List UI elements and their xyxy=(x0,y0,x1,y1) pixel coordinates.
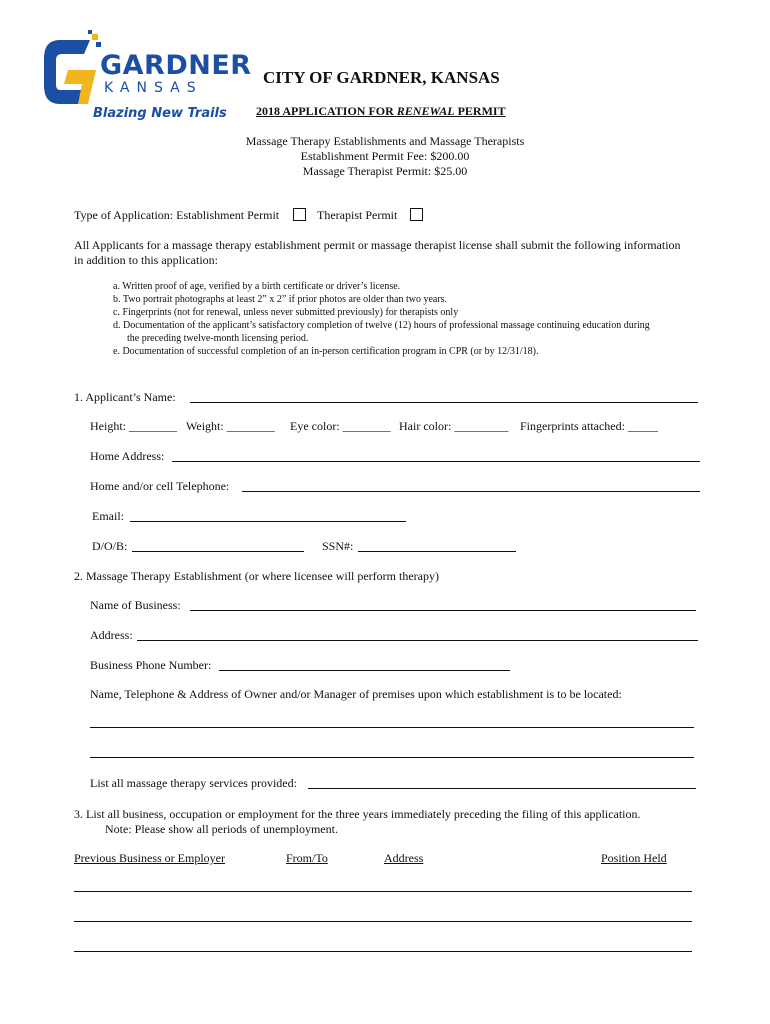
list-item-continuation xyxy=(127,333,308,344)
owner-manager-field-line-1[interactable] xyxy=(90,727,694,728)
services-label: List all massage therapy services provided: xyxy=(90,776,297,790)
establishment-permit-checkbox[interactable] xyxy=(293,208,306,221)
list-marker: d. xyxy=(113,320,121,331)
ssn-label: SSN#: xyxy=(322,539,354,553)
intro-line-1: All Applicants for a massage therapy establishment permit or massage therapist license shall submit the following information xyxy=(74,238,681,252)
email-label: Email: xyxy=(92,509,124,523)
application-type-label: Type of Application: Establishment Permit xyxy=(74,208,280,222)
subtitle-part: 2018 APPLICATION FOR xyxy=(256,104,397,118)
list-item xyxy=(113,320,650,331)
list-item-text: Documentation of successful completion of an in-person certification program in CPR (or by 12/31/18). xyxy=(122,346,539,357)
owner-manager-field-line-2[interactable] xyxy=(90,757,694,758)
list-item xyxy=(113,281,400,292)
subtitle-part: PERMIT xyxy=(454,104,506,118)
column-header-address: Address xyxy=(384,851,424,865)
hair-color-field[interactable]: Hair color: _________ xyxy=(399,419,509,433)
list-item xyxy=(113,307,458,318)
business-address-label: Address: xyxy=(90,628,133,642)
fingerprints-field[interactable]: Fingerprints attached: _____ xyxy=(520,419,658,433)
therapist-permit-checkbox[interactable] xyxy=(410,208,423,221)
list-marker: e. xyxy=(113,346,120,357)
email-field[interactable] xyxy=(130,521,406,522)
dob-field[interactable] xyxy=(132,551,304,552)
column-header-employer: Previous Business or Employer xyxy=(74,851,225,865)
therapist-permit-label: Therapist Permit xyxy=(317,208,398,222)
business-phone-label: Business Phone Number: xyxy=(90,658,212,672)
eye-color-field[interactable]: Eye color: ________ xyxy=(290,419,391,433)
logo-state: KANSAS xyxy=(104,80,203,96)
ssn-field[interactable] xyxy=(358,551,516,552)
list-item-text: the preceding twelve-month licensing period. xyxy=(127,333,309,344)
column-header-from-to: From/To xyxy=(286,851,328,865)
list-item-text: Written proof of age, verified by a birth certificate or driver’s license. xyxy=(122,281,401,292)
list-marker: c. xyxy=(113,307,120,318)
business-phone-field[interactable] xyxy=(219,670,510,671)
establishment-fee: Establishment Permit Fee: $200.00 xyxy=(300,149,470,163)
business-address-field[interactable] xyxy=(137,640,698,641)
unemployment-note: Note: Please show all periods of unemployment. xyxy=(105,822,338,836)
applicant-name-label: 1. Applicant’s Name: xyxy=(74,390,176,404)
home-address-field[interactable] xyxy=(172,461,700,462)
section-3-heading: 3. List all business, occupation or employment for the three years immediately preceding the filing of this application. xyxy=(74,807,641,821)
business-name-label: Name of Business: xyxy=(90,598,181,612)
home-address-label: Home Address: xyxy=(90,449,165,463)
height-field[interactable]: Height: ________ xyxy=(90,419,177,433)
logo-tagline: Blazing New Trails xyxy=(93,106,227,121)
employment-row-line-3[interactable] xyxy=(74,951,692,952)
list-marker: b. xyxy=(113,294,121,305)
list-item-text: Fingerprints (not for renewal, unless never submitted previously) for therapists only xyxy=(122,307,459,318)
list-item xyxy=(113,346,538,357)
services-field[interactable] xyxy=(308,788,696,789)
telephone-field[interactable] xyxy=(242,491,700,492)
employment-row-line-2[interactable] xyxy=(74,921,692,922)
gardner-logo xyxy=(38,28,252,128)
owner-manager-label: Name, Telephone & Address of Owner and/or Manager of premises upon which establishment is to be located: xyxy=(90,687,622,701)
applicant-name-field[interactable] xyxy=(190,402,698,403)
logo-name: GARDNER xyxy=(100,50,252,81)
list-item-text: Two portrait photographs at least 2” x 2” if prior photos are older than two years. xyxy=(122,294,448,305)
telephone-label: Home and/or cell Telephone: xyxy=(90,479,230,493)
page-subtitle xyxy=(256,104,506,119)
employment-row-line-1[interactable] xyxy=(74,891,692,892)
page-title: CITY OF GARDNER, KANSAS xyxy=(263,68,500,87)
column-header-position: Position Held xyxy=(601,851,667,865)
dob-label: D/O/B: xyxy=(92,539,128,553)
list-marker: a. xyxy=(113,281,120,292)
list-item xyxy=(113,294,447,305)
intro-line-2: in addition to this application: xyxy=(74,253,218,267)
subtitle-emphasis: RENEWAL xyxy=(396,104,455,118)
list-item-text: Documentation of the applicant’s satisfactory completion of twelve (12) hours of professional massage continuing education during xyxy=(123,320,650,331)
business-name-field[interactable] xyxy=(190,610,696,611)
section-2-heading: 2. Massage Therapy Establishment (or where licensee will perform therapy) xyxy=(74,569,439,583)
weight-field[interactable]: Weight: ________ xyxy=(186,419,275,433)
permit-description: Massage Therapy Establishments and Massage Therapists xyxy=(245,134,525,148)
therapist-fee: Massage Therapist Permit: $25.00 xyxy=(302,164,468,178)
